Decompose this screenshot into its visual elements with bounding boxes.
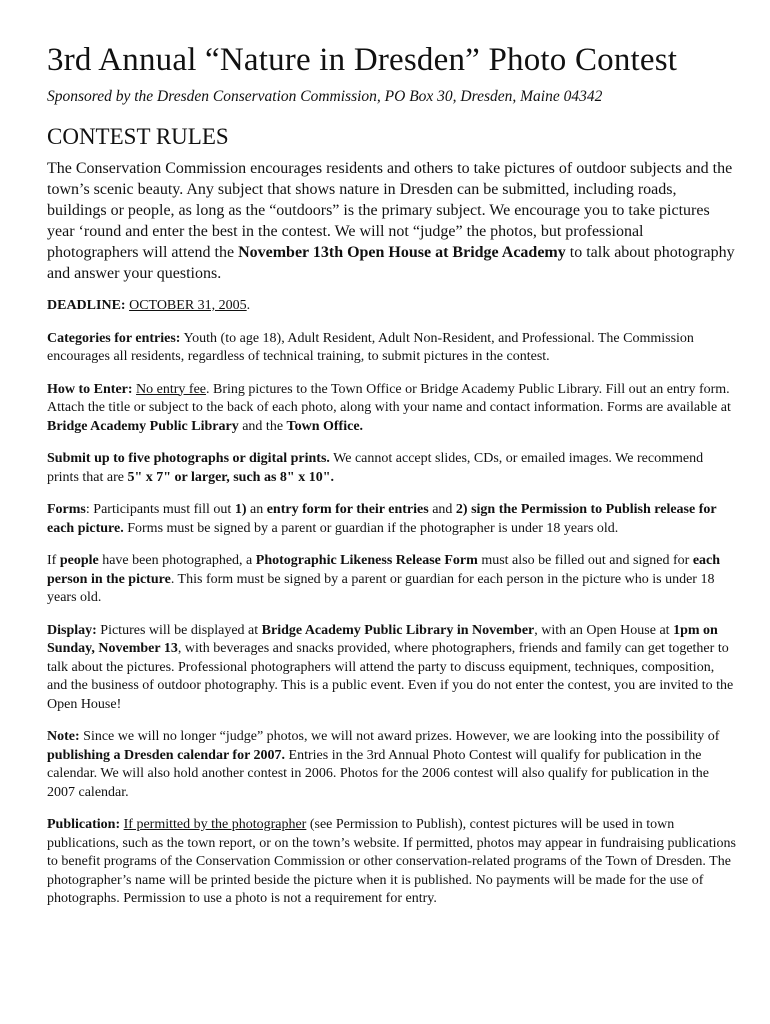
entry-form-bold: entry form for their entries [266, 502, 429, 517]
forms-step-1: 1) [234, 502, 247, 517]
likeness-form-bold: Photographic Likeness Release Form [255, 553, 478, 568]
deadline-label: DEADLINE: [47, 298, 126, 313]
display-location-bold: Bridge Academy Public Library in November [261, 622, 535, 638]
people-text-1: If [47, 553, 60, 568]
rules-heading: CONTEST RULES [47, 124, 229, 149]
document-page [47, 40, 737, 909]
people-bold: people [59, 553, 99, 568]
note-paragraph [47, 728, 737, 802]
display-label: Display: [47, 622, 97, 638]
people-text-3: must also be filled out and signed for [477, 553, 693, 568]
each-person-bold: each person in the picture [47, 553, 721, 587]
display-text-1: Pictures will be displayed at [96, 622, 262, 638]
town-office-bold: Town Office. [286, 418, 364, 434]
library-bold: Bridge Academy Public Library [47, 418, 239, 434]
open-house-time-bold: 1pm on Sunday, November 13 [47, 622, 718, 656]
submit-text: We cannot accept slides, CDs, or emailed images. We recommend prints that are [47, 451, 704, 485]
calendar-bold: publishing a Dresden calendar for 2007. [47, 747, 286, 763]
intro-text-end: to talk about photography and answer your questions. [47, 244, 735, 282]
intro-paragraph [47, 158, 737, 284]
submit-paragraph [47, 450, 737, 487]
intro-text: The Conservation Commission encourages residents and others to take pictures of outdoor subjects and the town’s scenic beauty. Any subject that shows nature in Dresden can be submitted, including roads, buildings or people, as long as the “outdoors” is the primary subject. We encourage you to take pictures year ‘round and enter the best in the contest. We will not “judge” the photos, but professional photographers will attend the [47, 160, 733, 261]
intro-open-house-bold: November 13th Open House at Bridge Academy [238, 244, 566, 261]
permission-bold: 2) sign the Permission to Publish release for each picture. [47, 502, 717, 536]
categories-label: Categories for entries: [47, 330, 181, 346]
display-text-2: , with an Open House at [534, 622, 674, 638]
forms-label: Forms [47, 502, 86, 517]
no-entry-fee-text: No entry fee [136, 381, 207, 397]
print-size-bold: 5" x 7" or larger, such as 8" x 10". [127, 469, 334, 485]
deadline-paragraph [47, 297, 737, 316]
people-text-2: have been photographed, a [98, 553, 256, 568]
categories-paragraph [47, 330, 737, 367]
page-title: 3rd Annual “Nature in Dresden” Photo Contest [47, 42, 678, 78]
submit-limit-bold: Submit up to five photographs or digital prints. [47, 451, 330, 466]
people-text-4: . This form must be signed by a parent or guardian for each person in the picture who is under 18 years old. [47, 571, 715, 605]
sponsor-line: Sponsored by the Dresden Conservation Commission, PO Box 30, Dresden, Maine 04342 [47, 88, 603, 105]
note-label: Note: [47, 729, 80, 744]
forms-text-2: an [246, 502, 267, 517]
forms-text-1: : Participants must fill out [85, 502, 235, 517]
deadline-date: OCTOBER 31, 2005 [129, 298, 247, 313]
deadline-end: . [246, 298, 251, 313]
publication-paragraph [47, 816, 737, 909]
publication-label: Publication: [47, 817, 121, 832]
forms-text-4: Forms must be signed by a parent or guardian if the photographer is under 18 years old. [123, 520, 619, 536]
note-text-2: Entries in the 3rd Annual Photo Contest will qualify for publication in the calendar. We will also hold another contest in 2006. Photos for the 2006 contest will also qualify for publication in the 2007 calendar. [47, 747, 709, 800]
how-to-enter-paragraph [47, 381, 737, 437]
publication-text: (see Permission to Publish), contest pictures will be used in town publications, such as the town report, or on the town’s website. If permitted, photos may appear in fundraising publications to benefit programs of the Conservation Commission or other conservation-related programs of the Town of Dresden. The photographer’s name will be printed beside the picture when it is published. No payments will be made for the use of photographs. Permission to use a photo is not a requirement for entry. [47, 817, 736, 906]
categories-text: Youth (to age 18), Adult Resident, Adult Non-Resident, and Professional. The Commission encourages all residents, regardless of technical training, to submit pictures in the contest. [47, 330, 694, 364]
how-to-enter-label: How to Enter: [47, 381, 133, 397]
display-text-3: , with beverages and snacks provided, where photographers, friends and family can get together to talk about the pictures. Professional photographers will attend the party to discuss equipment, techniques, composition, and the business of outdoor photography. This is a public event. Even if you do not enter the contest, you are invited to the Open House! [47, 641, 734, 712]
forms-paragraph [47, 501, 737, 538]
note-text-1: Since we will no longer “judge” photos, we will not award prizes. However, we are looking into the possibility of [79, 729, 720, 744]
people-paragraph [47, 552, 737, 608]
forms-text-3: and [428, 502, 456, 517]
how-to-enter-and: and the [238, 418, 287, 434]
how-to-enter-text: . Bring pictures to the Town Office or Bridge Academy Public Library. Fill out an entry form. Attach the title or subject to the back of each photo, along with your name and contact information. Forms are available at [47, 381, 731, 415]
display-paragraph [47, 622, 737, 715]
permitted-underlined: If permitted by the photographer [123, 817, 307, 832]
